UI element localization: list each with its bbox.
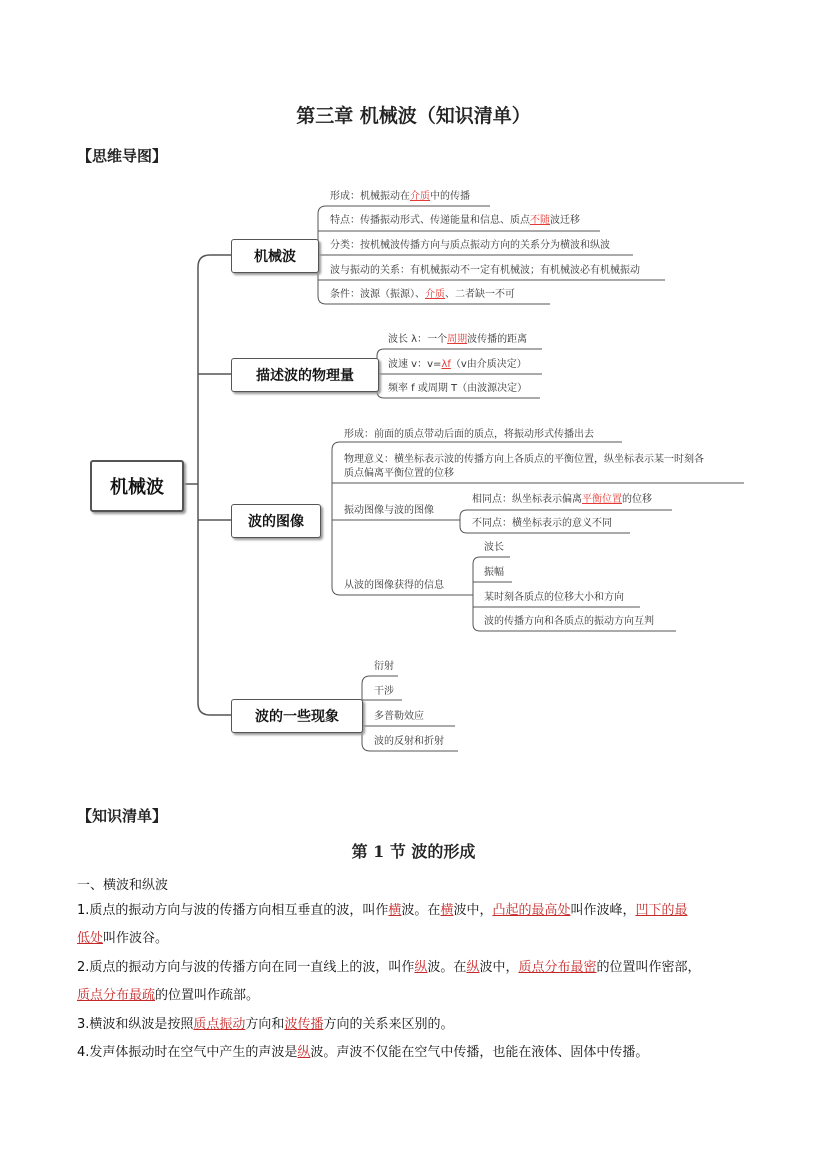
- leaf-info-wavelength: 波长: [484, 542, 504, 553]
- paragraph-2-cont: 质点分布最疏的位置叫作疏部。: [77, 988, 260, 1003]
- leaf-info-amplitude: 振幅: [484, 567, 504, 578]
- leaf-classification: 分类：按机械波传播方向与质点振动方向的关系分为横波和纵波: [330, 240, 610, 251]
- leaf-vibration-vs-wave: 振动图像与波的图像: [344, 505, 434, 516]
- page-title: 第三章 机械波（知识清单）: [296, 105, 531, 127]
- leaf-info-direction: 波的传播方向和各质点的振动方向互判: [484, 616, 654, 627]
- leaf-frequency: 频率 f 或周期 T（由波源决定）: [388, 383, 528, 394]
- paragraph-1-cont: 低处叫作波谷。: [77, 931, 169, 946]
- branch-wave-graph: 波的图像: [231, 504, 321, 538]
- paragraph-1: 1.质点的振动方向与波的传播方向相互垂直的波，叫作横波。在横波中，凸起的最高处叫作波峰，凹下的最: [77, 903, 688, 918]
- mindmap-root: 机械波: [90, 460, 184, 512]
- paragraph-4: 4.发声体振动时在空气中产生的声波是纵波。声波不仅能在空气中传播，也能在液体、固体中传播。: [77, 1045, 649, 1060]
- leaf-wave-speed: 波速 v：v=λf（v由介质决定）: [388, 359, 527, 370]
- leaf-physical-meaning: 物理意义：横坐标表示波的传播方向上各质点的平衡位置，纵坐标表示某一时刻各: [344, 454, 704, 465]
- leaf-reflection-refraction: 波的反射和折射: [374, 736, 444, 747]
- leaf-diffraction: 衍射: [374, 661, 394, 672]
- leaf-interference: 干涉: [374, 686, 394, 697]
- mindmap-heading: 【思维导图】: [77, 147, 168, 165]
- leaf-wave-vibration: 波与振动的关系：有机械振动不一定有机械波；有机械波必有机械振动: [330, 265, 640, 276]
- section-title: 第 1 节 波的形成: [351, 842, 476, 861]
- leaf-features: 特点：传播振动形式、传递能量和信息、质点不随波迁移: [330, 215, 580, 226]
- leaf-info-displacement: 某时刻各质点的位移大小和方向: [484, 592, 624, 603]
- leaf-wavelength: 波长 λ：一个周期波传播的距离: [388, 334, 528, 345]
- subheading: 一、横波和纵波: [77, 878, 169, 893]
- leaf-difference: 不同点：横坐标表示的意义不同: [472, 518, 612, 529]
- leaf-conditions: 条件：波源（振源）、介质、二者缺一不可: [330, 289, 515, 300]
- branch-physical-quantities: 描述波的物理量: [231, 358, 379, 392]
- leaf-doppler: 多普勒效应: [374, 711, 424, 722]
- leaf-similarity: 相同点：纵坐标表示偏离平衡位置的位移: [472, 494, 652, 505]
- branch-wave-phenomena: 波的一些现象: [231, 699, 363, 733]
- knowledge-heading: 【知识清单】: [77, 807, 168, 825]
- leaf-physical-meaning-2: 质点偏离平衡位置的位移: [344, 468, 454, 479]
- leaf-info-from-graph: 从波的图像获得的信息: [344, 580, 444, 591]
- leaf-graph-formation: 形成：前面的质点带动后面的质点，将振动形式传播出去: [344, 429, 594, 440]
- paragraph-2: 2.质点的振动方向与波的传播方向在同一直线上的波，叫作纵波。在纵波中，质点分布最密的位置叫作密部，: [77, 960, 701, 975]
- leaf-formation: 形成：机械振动在介质中的传播: [330, 191, 470, 202]
- branch-mechanical-wave: 机械波: [231, 239, 319, 273]
- paragraph-3: 3.横波和纵波是按照质点振动方向和波传播方向的关系来区别的。: [77, 1017, 454, 1032]
